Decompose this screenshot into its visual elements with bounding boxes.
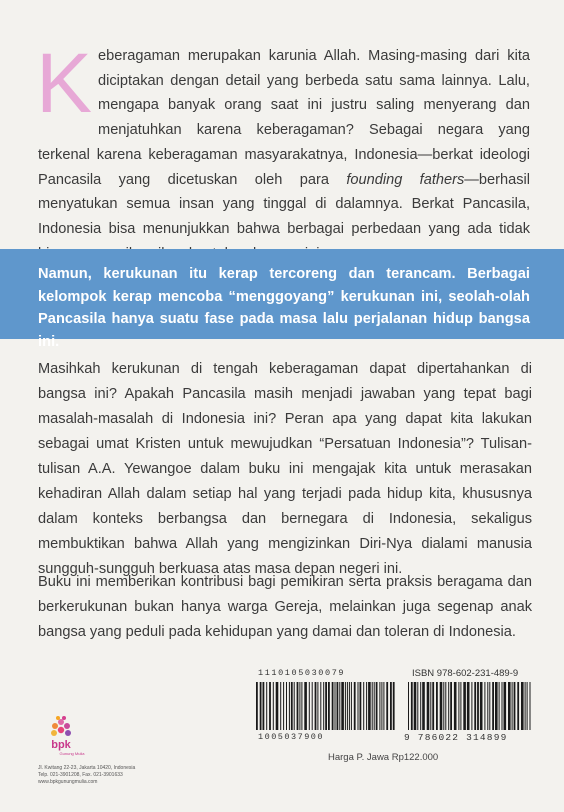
barcode-bar [422,682,425,730]
barcode-bar [471,682,472,730]
barcode-bar [504,682,507,730]
barcode-bar [487,682,488,730]
barcode-bar [445,682,446,730]
barcode-bar [339,682,340,730]
barcode-bar [450,682,452,730]
barcode-bar [383,682,384,730]
barcode-bar [323,682,324,730]
barcode-bar [525,682,526,730]
barcode-bar [291,682,293,730]
barcode-bar [492,682,494,730]
barcode-bar [379,682,380,730]
body-paragraph-3: Buku ini memberikan kontribusi bagi pemikiran serta praksis beragama dan berkerukunan bukan hanya warga Gereja, melainkan juga segenap anak bangsa yang peduli pada kehidupan yang damai dan toleran di Indonesia. [38,574,532,640]
barcode-bar [276,682,279,730]
barcode-bar [530,682,531,730]
barcode-bar [368,682,371,730]
isbn-barcode [408,682,532,730]
barcode-bar [499,682,500,730]
barcode-bar [358,682,359,730]
body-paragraph-2: Masihkah kerukunan di tengah keberagaman dapat dipertahankan di bangsa ini? Apakah Pancasila masih menjadi jawaban yang tepat bagi masalah-masalah di Indonesia ini? Peran apa yang dapat kita lakukan sebagai umat Kristen untuk mewujudkan “Persatuan Indonesia”? Tulisan-tulisan A.A. Yewangoe dalam buku ini mengajak kita untuk merasakan kehadiran Allah dalam setiap hal yang terjadi pada hidup kita, khususnya dalam konteks berbangsa dan bernegara di Indonesia, sekaligus membuktikan bahwa Allah yang mengizinkan Diri-Nya dialami manusia sungguh-sungguh berkuasa atas masa depan negeri ini. [38,361,532,577]
barcode-bar [360,682,362,730]
barcode-bar [480,682,483,730]
barcode-bar [458,682,459,730]
barcode-bar [512,682,513,730]
barcode-bar [495,682,498,730]
barcode-block [248,668,532,772]
barcode-bar [263,682,265,730]
barcode-bar [256,682,258,730]
barcode-bar [411,682,413,730]
internal-barcode [256,682,398,730]
barcode-bar [440,682,443,730]
barcode-bar [345,682,346,730]
barcode-bar [390,682,392,730]
barcode-bar [269,682,271,730]
price-label: Harga P. Jawa Rp122.000 [328,752,439,763]
barcode-bar [420,682,421,730]
publisher-address [38,765,188,786]
intro-text-italic: founding fathers [346,171,465,188]
phone-line: Telp. 021-3901208, Fax. 021-3901633 [38,772,123,778]
barcode-bar [280,682,281,730]
barcode-bar [514,682,516,730]
barcode-bar [489,682,490,730]
barcode-bar [417,682,418,730]
barcode-bar [408,682,409,730]
internal-code-bottom: 1005037900 [258,732,325,742]
barcode-bar [386,682,388,730]
barcode-bar [474,682,476,730]
drop-cap: K [36,36,93,130]
address-line: Jl. Kwitang 22-23, Jakarta 10420, Indonesia [38,765,136,771]
barcode-bar [393,682,395,730]
internal-code-top: 1110105030079 [258,668,346,678]
barcode-bar [477,682,479,730]
barcode-bar [527,682,528,730]
barcode-bar [454,682,457,730]
barcode-bar [312,682,313,730]
barcode-bar [341,682,344,730]
ean-digits: 9 786022 314899 [404,732,508,743]
barcode-bar [273,682,274,730]
barcode-bar [521,682,524,730]
barcode-bar [432,682,434,730]
barcode-bar [443,682,444,730]
barcode-bar [286,682,287,730]
flower-icon [51,716,71,736]
website-line: www.bpkgunungmulia.com [38,779,98,785]
publisher-logo [36,710,86,760]
barcode-bar [427,682,430,730]
barcode-bar [436,682,438,730]
intro-paragraph [36,36,530,266]
intro-text-part-1: eberagaman merupakan karunia Allah. Masing-masing dari kita diciptakan dengan detail yang berbeda satu sama lainnya. Lalu, mengapa banyak orang saat ini justru saling menyerang dan menjatuhkan karena keberagaman? Sebagai negara yang terkenal karena keberagaman masyarakatnya, Indonesia—berkat ideologi Pancasila yang dicetuskan oleh para [38,48,530,188]
highlight-band [0,249,564,350]
barcode-bar [354,682,356,730]
barcode-bar [430,682,431,730]
barcode-bar [283,682,284,730]
barcode-bar [289,682,290,730]
barcode-bar [297,682,299,730]
barcode-bar [335,682,336,730]
barcode-bar [502,682,503,730]
barcode-bar [309,682,310,730]
barcode-bar [332,682,334,730]
barcode-bar [301,682,302,730]
logo-text: bpk [51,739,71,751]
barcode-bar [374,682,375,730]
logo-subtext: Gunung Mulia [59,751,85,756]
intro-text-part-2: —berhasil menyatukan semua insan yang tinggal di dalamnya. Berkat Pancasila, Indonesia bisa menunjukkan bahwa berbagai perbedaan yang ada tidak [38,171,530,237]
barcode-bar [317,682,318,730]
barcode-bar [351,682,352,730]
highlight-text: Namun, kerukunan itu kerap tercoreng dan terancam. Berbagai kelompok kerap mencoba “menggoyang” kerukunan ini, seolah-olah Pancasila hanya suatu fase pada masa lalu perjalanan hidup bangsa ini. [38,266,530,350]
barcode-bar [376,682,378,730]
barcode-bar [320,682,321,730]
barcode-bar [414,682,417,730]
barcode-bar [315,682,317,730]
barcode-bar [347,682,348,730]
barcode-bar [260,682,262,730]
barcode-bar [366,682,367,730]
barcode-bar [349,682,350,730]
barcode-bar [372,682,373,730]
barcode-bar [328,682,330,730]
barcode-bar [363,682,364,730]
barcode-bar [337,682,339,730]
barcode-bar [463,682,466,730]
barcode-bar [484,682,485,730]
barcode-bar [299,682,300,730]
barcode-bar [325,682,327,730]
isbn-label: ISBN 978-602-231-489-9 [412,668,519,679]
barcode-bar [266,682,267,730]
barcode-bar [460,682,461,730]
barcode-bar [467,682,470,730]
barcode-bar [508,682,511,730]
barcode-bar [517,682,519,730]
barcode-bar [448,682,449,730]
barcode-bar [304,682,307,730]
barcode-bar [294,682,295,730]
barcode-bar [381,682,382,730]
